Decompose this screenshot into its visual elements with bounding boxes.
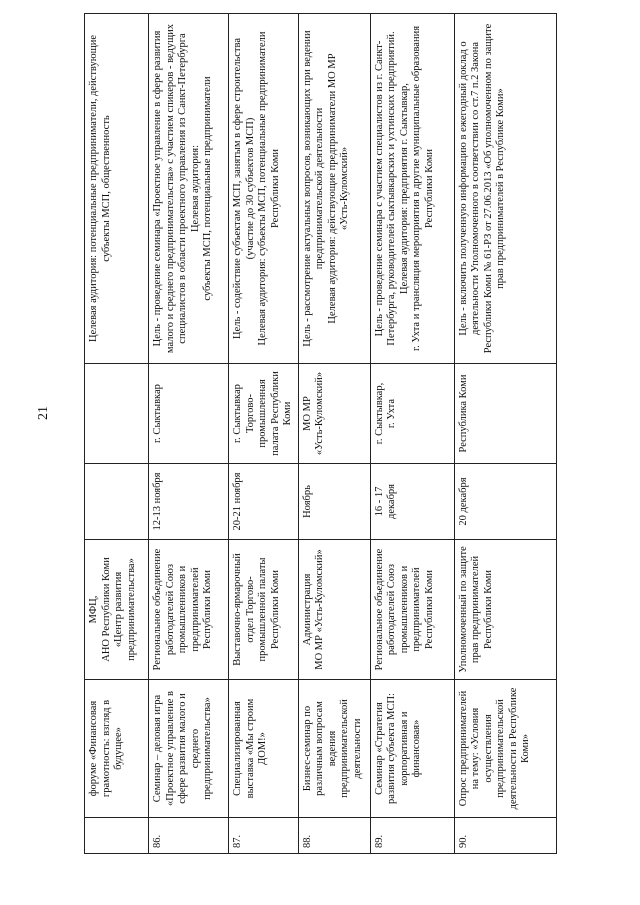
place-cell (229, 364, 299, 464)
cell-text: г. Сыктывкар (232, 384, 243, 443)
cell-text: 20-21 ноября (232, 472, 243, 531)
row-number-cell (298, 818, 370, 854)
table-row (298, 14, 370, 854)
cell-text: 87. (232, 834, 243, 848)
events-table-body (85, 14, 557, 854)
cell-text: г. Сыктывкар, (373, 382, 385, 445)
row-number-cell (85, 818, 149, 854)
date-cell (370, 464, 454, 540)
organizer-cell (85, 540, 149, 680)
cell-text: Торгово-промышленная палата Республики Коми (244, 371, 293, 456)
organizer-cell (298, 540, 370, 680)
cell-text: форуме «Финансовая грамотность: взгляд в будущее» (88, 699, 124, 798)
event-name-cell (149, 680, 229, 818)
cell-text: Целевая аудитория: субъекты МСП, потенциальные предприниматели Республики Коми (257, 31, 281, 346)
cell-text: МО МР (301, 396, 313, 431)
cell-text: Цель - рассмотрение актуальных вопросов, возникающих при ведении предпринимательской деятельности (301, 30, 325, 347)
cell-text: МО МР «Усть-Куломский» (314, 549, 325, 670)
goal-audience-cell (229, 14, 299, 364)
cell-text: 16 - 17 декабря (373, 483, 397, 520)
event-name-cell (298, 680, 370, 818)
page-number: 21 (36, 406, 51, 420)
cell-text: Администрация (301, 573, 313, 646)
goal-audience-cell (298, 14, 370, 364)
place-cell (370, 364, 454, 464)
cell-text: Бизнес-семинар по различным вопросам ведения предпринимательской деятельности (301, 699, 363, 798)
cell-text: Региональное объединение работодателей Союз промышленников и предпринимателей Республики Коми (373, 548, 435, 671)
cell-text: МФЦ, (88, 595, 99, 624)
cell-text: Выставочно-ярмарочный отдел Торгово-промышленной палаты Республики Коми (232, 553, 281, 666)
row-number-cell (229, 818, 299, 854)
place-cell (454, 364, 556, 464)
cell-text: 89. (373, 834, 385, 848)
cell-text: Цель - содействие субъектам МСП, занятым в сфере строительства (участие до 30 субъектов МСП) (232, 38, 256, 339)
cell-text: Региональное объединение работодателей Союз промышленников и предпринимателей Республики Коми (152, 548, 213, 671)
cell-text: 86. (152, 834, 163, 848)
cell-text: г. Ухта и трансляция мероприятия в другие муниципальные образования (411, 25, 422, 352)
event-name-cell (85, 680, 149, 818)
goal-audience-cell (454, 14, 556, 364)
place-cell (149, 364, 229, 464)
organizer-cell (229, 540, 299, 680)
cell-text: «Усть-Куломский» (339, 146, 350, 231)
table-row (149, 14, 229, 854)
organizer-cell (370, 540, 454, 680)
cell-text: Ноябрь (301, 485, 313, 518)
cell-text: Цель - проведение семинара с участием специалистов из г. Санкт-Петербурга, руководителей сыктывкарских и ухтинских предприятий. Целевая аудитория: предприятия г. Сыктывкар, (373, 31, 410, 346)
cell-text: Целевая аудитория: действующие предприниматели МО МР (326, 53, 338, 324)
date-cell (229, 464, 299, 540)
events-table (84, 13, 557, 854)
rotated-page-content (84, 14, 550, 854)
row-number-cell (149, 818, 229, 854)
cell-text: Целевая аудитория: (189, 144, 201, 233)
event-name-cell (370, 680, 454, 818)
table-row (229, 14, 299, 854)
cell-text: г. Ухта (386, 398, 397, 429)
cell-text: Уполномоченный по защите прав предпринимателей Республики Коми (457, 546, 494, 673)
cell-text: Семинар «Стратегия развития субъекта МСП: корпоративная и финансовая» (373, 693, 422, 804)
table-row (85, 14, 149, 854)
event-name-cell (454, 680, 556, 818)
date-cell (454, 464, 556, 540)
cell-text: АНО Республики Коми «Центр развития предпринимательства» (100, 557, 137, 662)
cell-text: Опрос предпринимателей на тему: «Условия осуществления предпринимательской деятельности в Республике Коми» (457, 687, 531, 810)
cell-text: Специализированная выставка «Мы строим ДОМ!» (232, 698, 268, 799)
event-name-cell (229, 680, 299, 818)
goal-audience-cell (85, 14, 149, 364)
cell-text: Республика Коми (457, 374, 469, 453)
cell-text: 20 декабря (457, 477, 469, 526)
cell-text: Целевая аудитория: потенциальные предприниматели, действующие субъекты МСП, общественность (88, 35, 112, 342)
cell-text: Цель - проведение семинара «Проектное управление в сфере развития малого и среднего предпринимательства» с участием спикеров - ведущих специалистов в области проектного управления из Санкт-Петербурга (152, 23, 188, 354)
goal-audience-cell (149, 14, 229, 364)
cell-text: Республики Коми (423, 148, 435, 229)
cell-text: 88. (301, 834, 313, 848)
cell-text: 12-13 ноября (152, 472, 163, 531)
cell-text: г. Сыктывкар (152, 384, 163, 443)
row-number-cell (454, 818, 556, 854)
table-row (454, 14, 556, 854)
place-cell (85, 364, 149, 464)
organizer-cell (454, 540, 556, 680)
table-row (370, 14, 454, 854)
goal-audience-cell (370, 14, 454, 364)
cell-text: Цель - включить полученную информацию в ежегодный доклад о деятельности Уполномоченного в соответствии со ст.7 п.2 Закона Республики Коми № 61-РЗ от 27.06.2013 «Об уполномоченном по защите прав предпринимателей в Республике Коми» (457, 23, 506, 354)
date-cell (298, 464, 370, 540)
row-number-cell (370, 818, 454, 854)
place-cell (298, 364, 370, 464)
cell-text: Семинар – деловая игра «Проектное управление в сфере развития малого и среднего предпринимательства» (152, 691, 213, 806)
organizer-cell (149, 540, 229, 680)
cell-text: «Усть-Куломский» (314, 371, 325, 456)
cell-text: субъекты МСП, потенциальные предприниматели (202, 76, 213, 301)
cell-text: 90. (457, 834, 469, 848)
date-cell (85, 464, 149, 540)
date-cell (149, 464, 229, 540)
